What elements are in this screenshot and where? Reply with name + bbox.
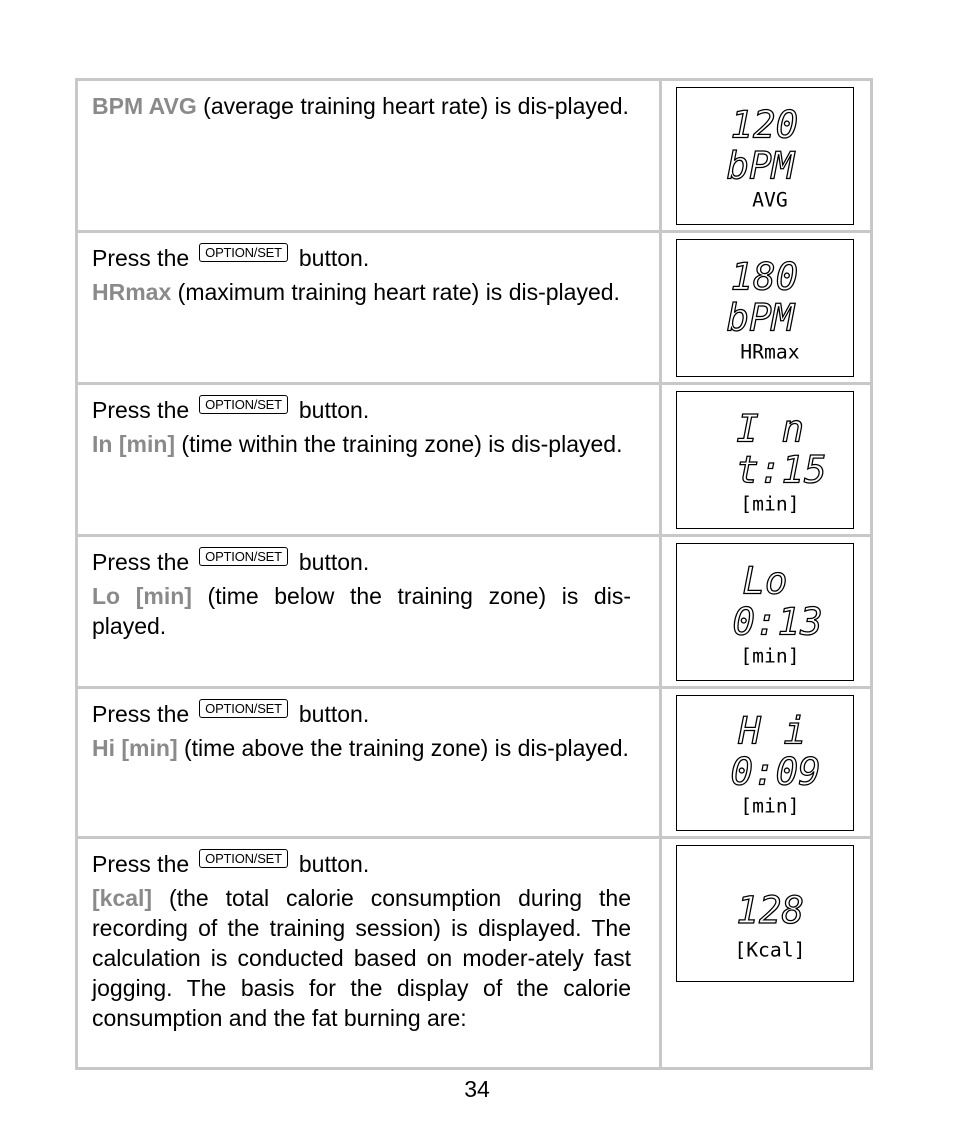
instruction-text — [92, 733, 631, 763]
lcd-label: [min] — [740, 794, 800, 818]
keyword: BPM AVG — [92, 93, 197, 119]
table-row — [78, 81, 870, 233]
lcd-value: I n — [736, 406, 805, 451]
table-row — [78, 839, 870, 1067]
page-number: 34 — [464, 1076, 490, 1102]
instruction-text — [92, 91, 631, 121]
press-suffix: button. — [298, 245, 370, 271]
description: (time below the training zone) is dis-played. — [92, 583, 631, 639]
press-instruction — [92, 395, 631, 425]
table-row — [78, 537, 870, 689]
instruction-text — [92, 277, 631, 307]
lcd-label: [min] — [740, 644, 800, 668]
press-instruction — [92, 243, 631, 273]
lcd-display — [676, 695, 854, 831]
table-row — [78, 385, 870, 537]
lcd-label: [Kcal] — [734, 938, 806, 962]
lcd-value: Lo — [742, 558, 788, 603]
press-prefix: Press the — [92, 851, 190, 877]
instruction-cell — [78, 385, 662, 534]
press-prefix: Press the — [92, 549, 190, 575]
display-cell — [662, 537, 870, 686]
keyword: In [min] — [92, 431, 176, 457]
press-prefix: Press the — [92, 397, 190, 423]
keyword: Hi [min] — [92, 735, 178, 761]
instruction-cell — [78, 537, 662, 686]
lcd-value: H i — [738, 708, 807, 753]
description: (the total calorie consumption during the recording of the training session) is displayed. The calculation is conducted based on moder-ately fast jogging. The basis for the display of the calorie consumption and the fat burning are: — [92, 885, 631, 1031]
description: (time within the training zone) is dis-played. — [175, 431, 623, 457]
press-instruction — [92, 849, 631, 879]
press-instruction — [92, 699, 631, 729]
lcd-label: [min] — [740, 492, 800, 516]
display-cell — [662, 689, 870, 836]
lcd-unit-line: 0:09 — [730, 749, 821, 794]
table-row — [78, 233, 870, 385]
instruction-cell — [78, 81, 662, 230]
instruction-cell — [78, 689, 662, 836]
option-set-button-icon: OPTION/SET — [199, 849, 288, 868]
instruction-text — [92, 883, 631, 1033]
lcd-unit-line: bPM — [726, 295, 795, 340]
lcd-display — [676, 87, 854, 225]
lcd-label: AVG — [752, 188, 788, 212]
lcd-display — [676, 239, 854, 377]
keyword: HRmax — [92, 279, 172, 305]
lcd-value: 128 — [736, 887, 805, 932]
instruction-cell — [78, 233, 662, 382]
display-cell — [662, 233, 870, 382]
option-set-button-icon: OPTION/SET — [199, 243, 288, 262]
instruction-text — [92, 581, 631, 641]
option-set-button-icon: OPTION/SET — [199, 395, 288, 414]
lcd-display — [676, 845, 854, 982]
press-prefix: Press the — [92, 701, 190, 727]
press-prefix: Press the — [92, 245, 190, 271]
lcd-display — [676, 391, 854, 529]
keyword: [kcal] — [92, 885, 153, 911]
instruction-cell — [78, 839, 662, 1067]
option-set-button-icon: OPTION/SET — [199, 547, 288, 566]
display-cell — [662, 385, 870, 534]
display-cell — [662, 839, 870, 1067]
lcd-unit-line: 0:13 — [732, 599, 823, 644]
instruction-table — [75, 78, 873, 1070]
table-row — [78, 689, 870, 839]
description: (maximum training heart rate) is dis-played. — [171, 279, 620, 305]
option-set-button-icon: OPTION/SET — [199, 699, 288, 718]
lcd-display — [676, 543, 854, 681]
press-instruction — [92, 547, 631, 577]
press-suffix: button. — [298, 701, 370, 727]
keyword: Lo [min] — [92, 583, 192, 609]
press-suffix: button. — [298, 549, 370, 575]
lcd-value: 120 — [730, 102, 799, 147]
instruction-text — [92, 429, 631, 459]
description: (time above the training zone) is dis-played. — [177, 735, 629, 761]
lcd-unit-line: bPM — [726, 143, 795, 188]
display-cell — [662, 81, 870, 230]
lcd-label: HRmax — [740, 340, 800, 364]
lcd-unit-line: t:15 — [736, 447, 827, 492]
press-suffix: button. — [298, 851, 370, 877]
description: (average training heart rate) is dis-played. — [196, 93, 629, 119]
lcd-value: 180 — [730, 254, 799, 299]
press-suffix: button. — [298, 397, 370, 423]
